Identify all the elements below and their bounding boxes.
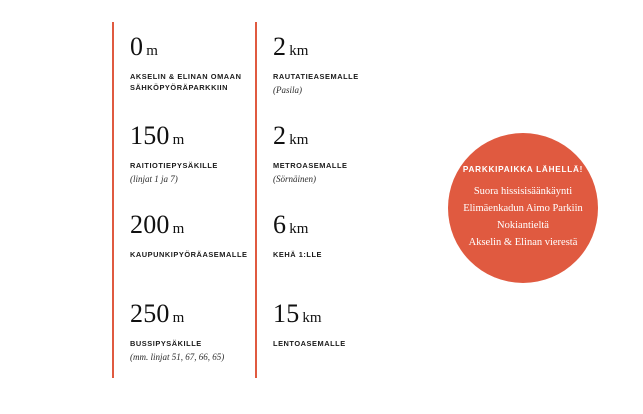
distance-unit: km xyxy=(289,132,309,148)
distance-sublabel: (Sörnäinen) xyxy=(273,174,316,185)
distance-number: 15 xyxy=(273,299,300,328)
distance-label: BUSSIPYSÄKILLE xyxy=(130,339,202,348)
distance-label: RAITIOTIEPYSÄKILLE xyxy=(130,161,218,170)
distance-number: 150 xyxy=(130,121,170,150)
distance-value xyxy=(273,123,398,149)
distance-label: LENTOASEMALLE xyxy=(273,339,346,348)
distance-label: METROASEMALLE xyxy=(273,161,348,170)
distance-label: RAUTATIEASEMALLE xyxy=(273,72,359,81)
distance-value xyxy=(130,301,255,327)
distance-number: 200 xyxy=(130,210,170,239)
distance-unit: m xyxy=(172,221,185,237)
badge-line: Akselin & Elinan vierestä xyxy=(468,237,578,248)
distance-value xyxy=(130,34,255,60)
distance-number: 0 xyxy=(130,32,144,61)
distance-unit: km xyxy=(289,43,309,59)
badge-title: PARKKIPAIKKA LÄHELLÄ! xyxy=(462,165,584,174)
distance-value xyxy=(130,123,255,149)
distance-cell xyxy=(112,200,255,289)
distance-label: AKSELIN & ELINAN OMAAN SÄHKÖPYÖRÄPARKKIIN xyxy=(130,72,242,93)
distance-number: 2 xyxy=(273,121,287,150)
distance-number: 2 xyxy=(273,32,287,61)
distance-sublabel: (mm. linjat 51, 67, 66, 65) xyxy=(130,352,225,363)
badge-line: Suora hissisisäänkäynti xyxy=(473,186,573,197)
distance-cell xyxy=(255,111,398,200)
distance-sublabel: (Pasila) xyxy=(273,85,302,96)
distance-unit: m xyxy=(172,132,185,148)
distance-cell xyxy=(112,22,255,111)
distance-label: KEHÄ 1:LLE xyxy=(273,250,323,259)
distance-value xyxy=(273,34,398,60)
distance-unit: m xyxy=(146,43,158,59)
distance-cell xyxy=(255,200,398,289)
distance-cell xyxy=(255,289,398,378)
distance-number: 250 xyxy=(130,299,170,328)
distance-number: 6 xyxy=(273,210,287,239)
distance-unit: km xyxy=(289,221,309,237)
distance-grid xyxy=(112,22,398,378)
distance-value xyxy=(273,301,398,327)
distance-cell xyxy=(112,289,255,378)
distance-value xyxy=(130,212,255,238)
badge-line: Elimäenkadun Aimo Parkiin xyxy=(463,203,583,214)
distance-cell xyxy=(112,111,255,200)
parking-badge xyxy=(448,133,598,283)
distance-cell xyxy=(255,22,398,111)
distance-unit: km xyxy=(302,310,322,326)
distance-label: KAUPUNKIPYÖRÄASEMALLE xyxy=(130,250,248,259)
distance-unit: m xyxy=(172,310,185,326)
distance-sublabel: (linjat 1 ja 7) xyxy=(130,174,178,185)
distance-value xyxy=(273,212,398,238)
badge-line: Nokiantieltä xyxy=(497,220,549,231)
